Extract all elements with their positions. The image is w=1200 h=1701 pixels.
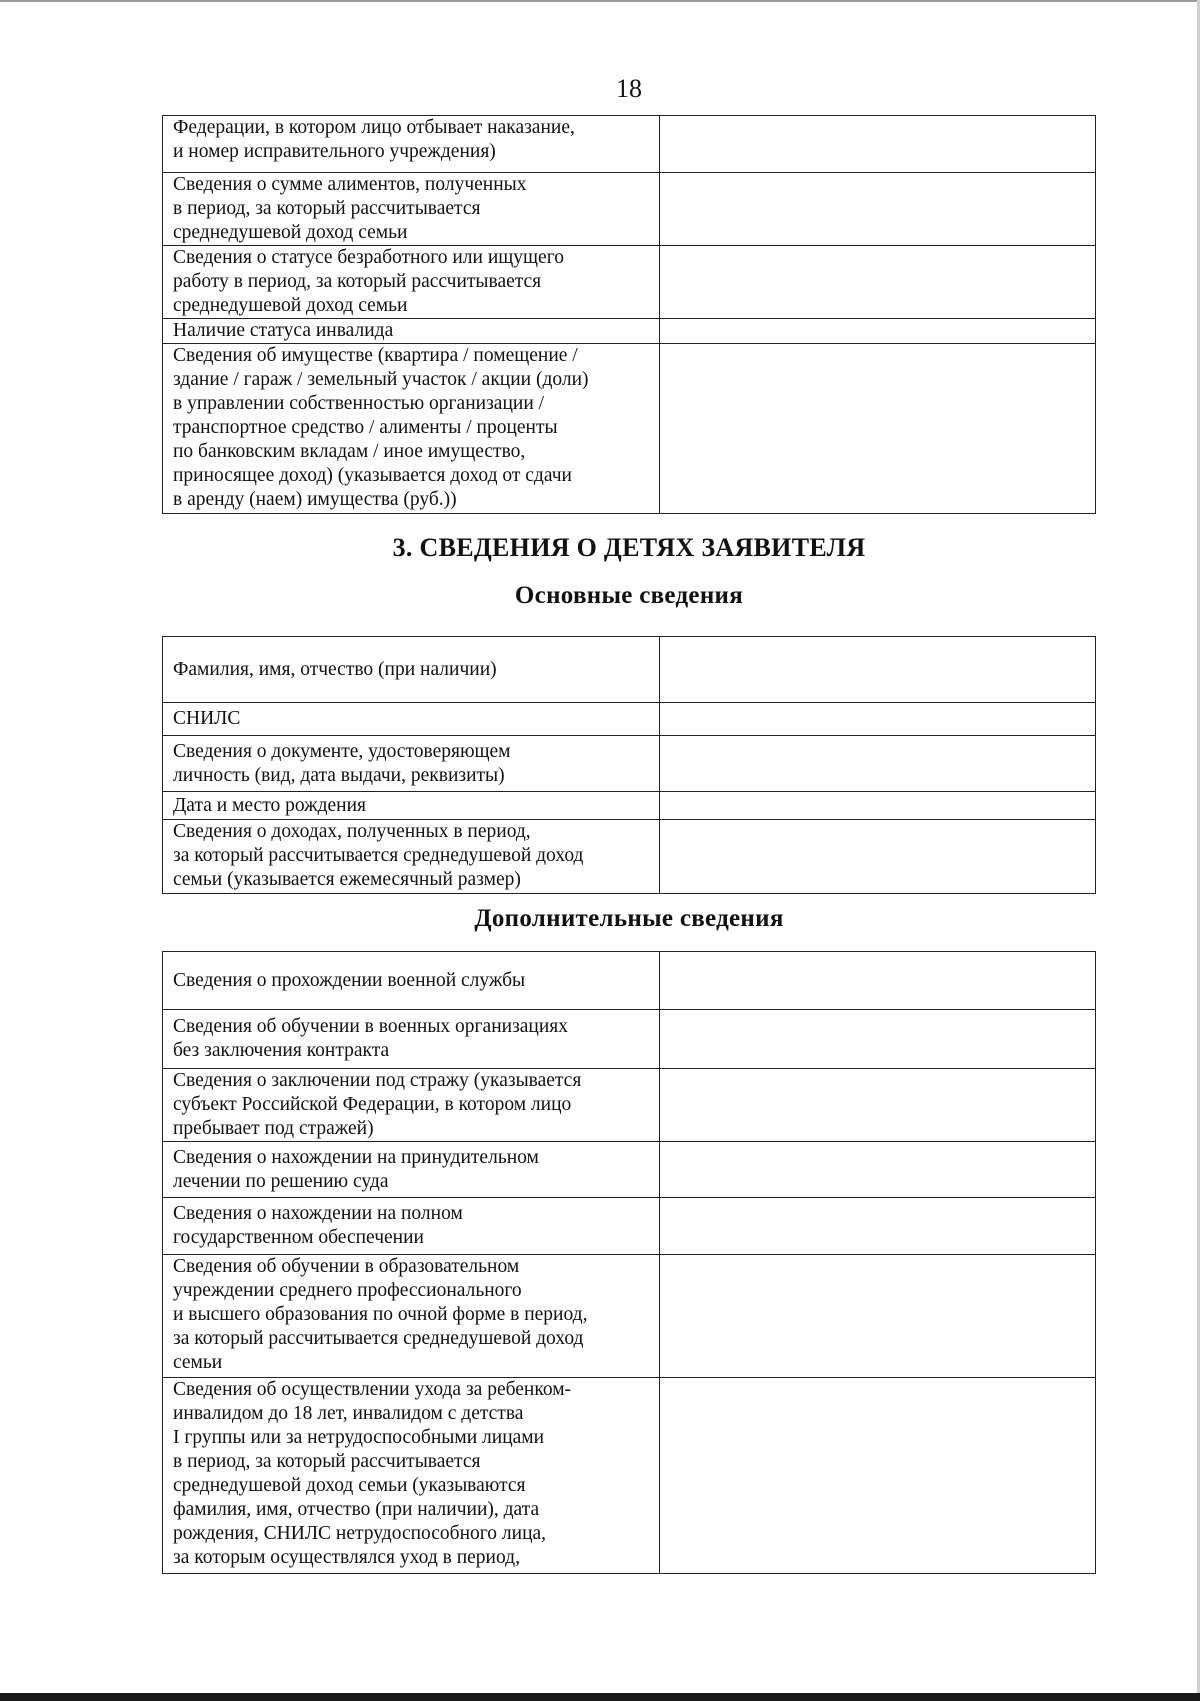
row-label: Сведения о прохождении военной службы [163, 952, 660, 1010]
value-field[interactable] [660, 1255, 1096, 1378]
value-field[interactable] [660, 637, 1096, 703]
table-row [163, 1198, 1096, 1255]
value-field[interactable] [660, 952, 1096, 1010]
table-row [163, 952, 1096, 1010]
row-label: Фамилия, имя, отчество (при наличии) [163, 637, 660, 703]
row-label: Сведения об обучении в образовательном учреждении среднего профессионального и высшего образования по очной форме в период, за который рассчитывается среднедушевой доход семьи [163, 1255, 660, 1378]
value-field[interactable] [660, 792, 1096, 820]
row-label: Наличие статуса инвалида [163, 319, 660, 344]
child-basic-info-table [162, 636, 1096, 894]
table-row [163, 173, 1096, 246]
row-label: Сведения об имуществе (квартира / помещение / здание / гараж / земельный участок / акции (доли) в управлении собственностью организации / транспортное средство / алименты / проценты по банковским вкладам / иное имущество, приносящее доход) (указывается доход от сдачи в аренду (наем) имущества (руб.)) [163, 344, 660, 514]
row-label: Сведения о нахождении на принудительном лечении по решению суда [163, 1142, 660, 1198]
value-field[interactable] [660, 1010, 1096, 1069]
value-field[interactable] [660, 116, 1096, 173]
table-row [163, 703, 1096, 736]
row-label: СНИЛС [163, 703, 660, 736]
table-row [163, 637, 1096, 703]
table-row [163, 1069, 1096, 1142]
value-field[interactable] [660, 1378, 1096, 1574]
table-row [163, 1010, 1096, 1069]
table-row [163, 344, 1096, 514]
value-field[interactable] [660, 246, 1096, 319]
value-field[interactable] [660, 736, 1096, 792]
row-label: Сведения о сумме алиментов, полученных в период, за который рассчитывается среднедушевой доход семьи [163, 173, 660, 246]
value-field[interactable] [660, 1198, 1096, 1255]
scan-top-edge [0, 0, 1200, 2]
table-row [163, 319, 1096, 344]
page-number: 18 [616, 74, 642, 103]
table-row [163, 1142, 1096, 1198]
row-label: Сведения об осуществлении ухода за ребенком- инвалидом до 18 лет, инвалидом с детства I группы или за нетрудоспособными лицами в период, за который рассчитывается среднедушевой доход семьи (указываются фамилия, имя, отчество (при наличии), дата рождения, СНИЛС нетрудоспособного лица, за которым осуществлялся уход в период, [163, 1378, 660, 1574]
table-row [163, 1255, 1096, 1378]
value-field[interactable] [660, 820, 1096, 894]
row-label: Сведения о нахождении на полном государственном обеспечении [163, 1198, 660, 1255]
section-title: 3. СВЕДЕНИЯ О ДЕТЯХ ЗАЯВИТЕЛЯ [392, 533, 866, 562]
row-label: Дата и место рождения [163, 792, 660, 820]
table-row [163, 116, 1096, 173]
value-field[interactable] [660, 703, 1096, 736]
table-row [163, 1378, 1096, 1574]
applicant-info-table-continued [162, 115, 1096, 514]
value-field[interactable] [660, 319, 1096, 344]
value-field[interactable] [660, 344, 1096, 514]
row-label: Сведения о статусе безработного или ищущего работу в период, за который рассчитывается среднедушевой доход семьи [163, 246, 660, 319]
table-row [163, 820, 1096, 894]
value-field[interactable] [660, 173, 1096, 246]
row-label: Сведения о заключении под стражу (указывается субъект Российской Федерации, в котором лицо пребывает под стражей) [163, 1069, 660, 1142]
table-row [163, 736, 1096, 792]
table-row [163, 792, 1096, 820]
value-field[interactable] [660, 1142, 1096, 1198]
value-field[interactable] [660, 1069, 1096, 1142]
row-label: Федерации, в котором лицо отбывает наказание, и номер исправительного учреждения) [163, 116, 660, 173]
table-row [163, 246, 1096, 319]
scan-bottom-edge [0, 1693, 1200, 1701]
row-label: Сведения о доходах, полученных в период, за который рассчитывается среднедушевой доход семьи (указывается ежемесячный размер) [163, 820, 660, 894]
child-additional-info-table [162, 951, 1096, 1574]
additional-info-heading: Дополнительные сведения [474, 905, 784, 932]
row-label: Сведения о документе, удостоверяющем личность (вид, дата выдачи, реквизиты) [163, 736, 660, 792]
basic-info-heading: Основные сведения [514, 582, 744, 609]
row-label: Сведения об обучении в военных организациях без заключения контракта [163, 1010, 660, 1069]
